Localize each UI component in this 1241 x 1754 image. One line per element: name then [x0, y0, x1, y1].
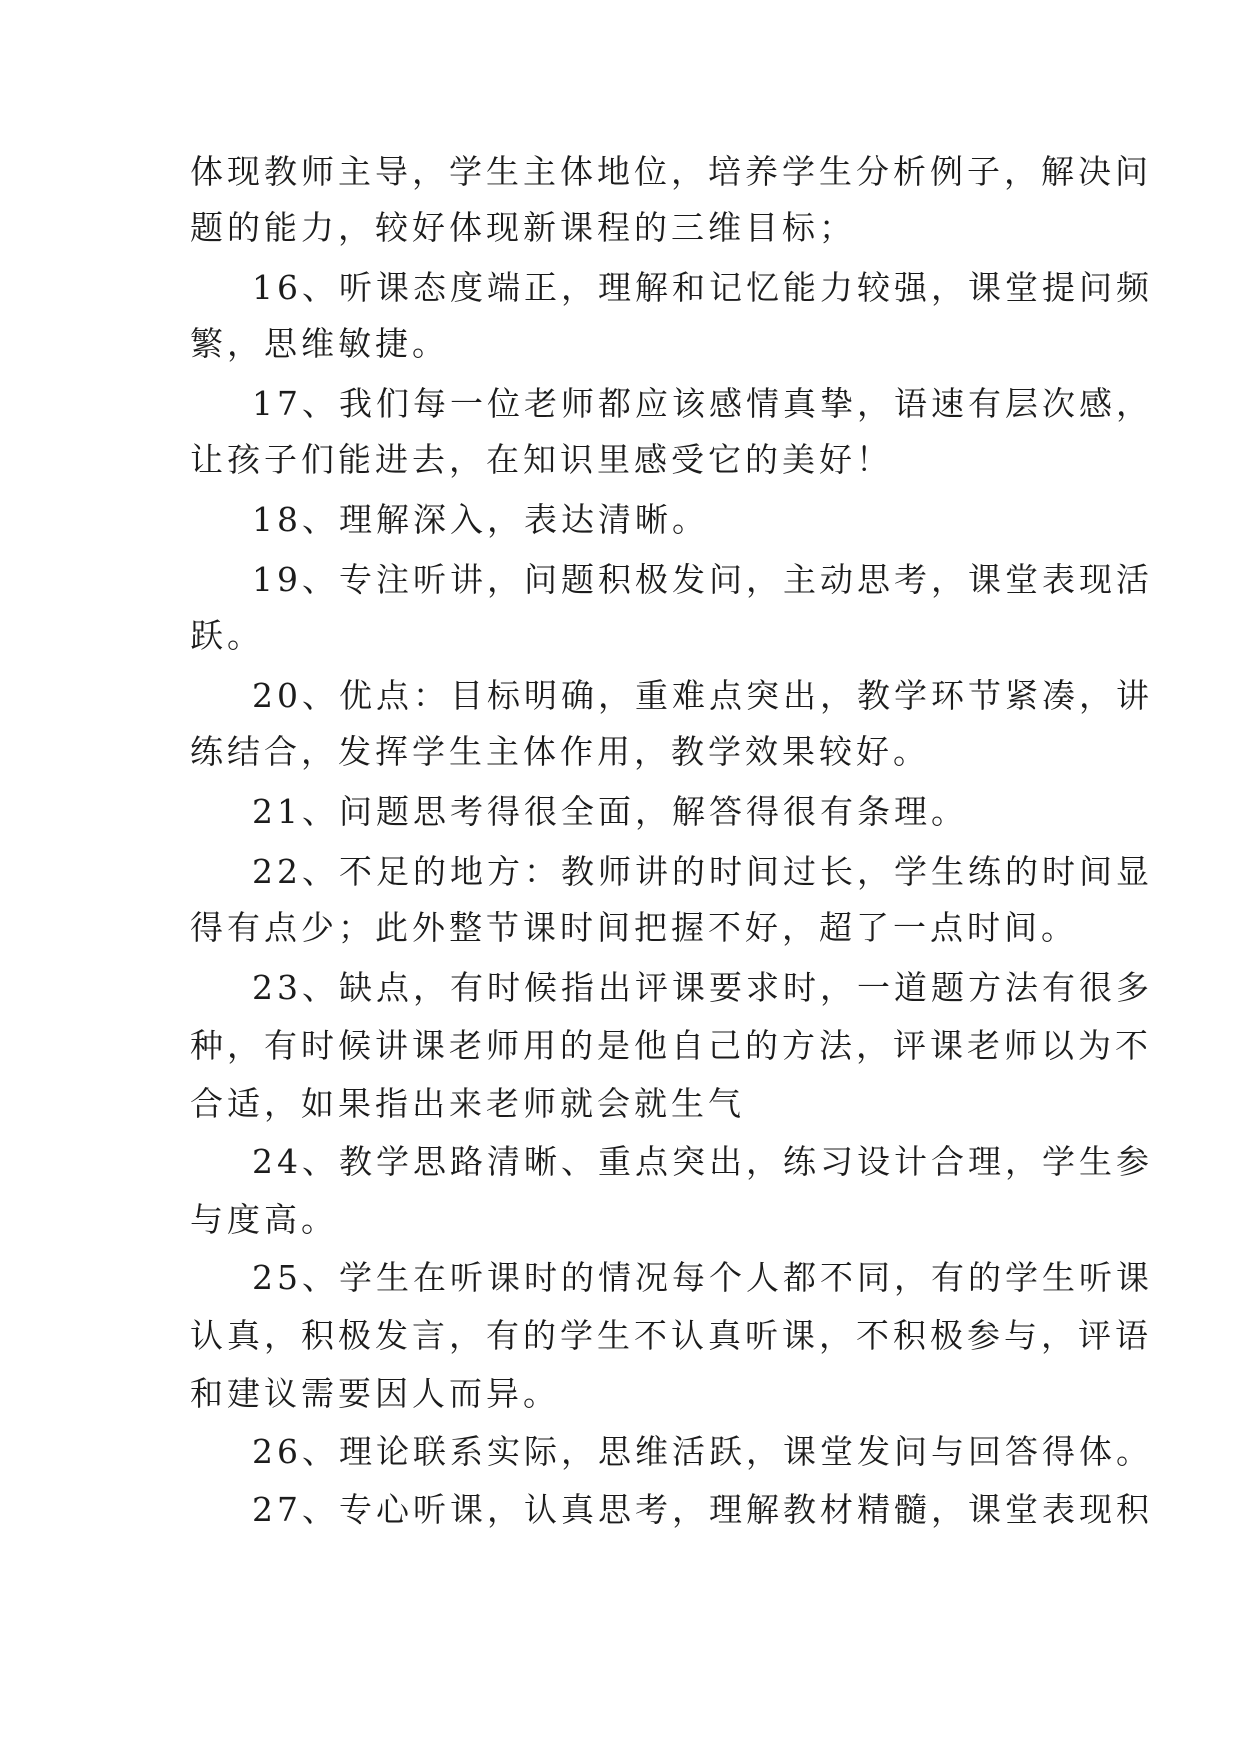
text-line: 题的能力，较好体现新课程的三维目标； [190, 208, 856, 247]
text-line: 跃。 [190, 616, 264, 655]
text-line: 20、优点：目标明确，重难点突出，教学环节紧凑，讲 [252, 676, 1153, 715]
text-line: 25、学生在听课时的情况每个人都不同，有的学生听课 [252, 1258, 1153, 1297]
text-line: 得有点少；此外整节课时间把握不好，超了一点时间。 [190, 908, 1078, 947]
text-line: 合适，如果指出来老师就会就生气 [190, 1084, 745, 1123]
text-line: 认真，积极发言，有的学生不认真听课，不积极参与，评语 [190, 1316, 1152, 1355]
text-line: 繁，思维敏捷。 [190, 324, 449, 363]
text-line: 21、问题思考得很全面，解答得很有条理。 [252, 792, 968, 831]
text-line: 体现教师主导，学生主体地位，培养学生分析例子，解决问 [190, 152, 1152, 191]
text-line: 22、不足的地方：教师讲的时间过长，学生练的时间显 [252, 852, 1153, 891]
text-line: 27、专心听课，认真思考，理解教材精髓，课堂表现积 [252, 1490, 1153, 1529]
text-line: 与度高。 [190, 1200, 338, 1239]
text-line: 和建议需要因人而异。 [190, 1374, 560, 1413]
text-line: 19、专注听讲，问题积极发问，主动思考，课堂表现活 [252, 560, 1153, 599]
text-line: 23、缺点，有时候指出评课要求时，一道题方法有很多 [252, 968, 1153, 1007]
text-line: 16、听课态度端正，理解和记忆能力较强，课堂提问频 [252, 268, 1153, 307]
text-line: 让孩子们能进去，在知识里感受它的美好！ [190, 440, 893, 479]
text-line: 练结合，发挥学生主体作用，教学效果较好。 [190, 732, 930, 771]
text-line: 17、我们每一位老师都应该感情真挚，语速有层次感， [252, 384, 1153, 423]
text-line: 24、教学思路清晰、重点突出，练习设计合理，学生参 [252, 1142, 1153, 1181]
text-line: 26、理论联系实际，思维活跃，课堂发问与回答得体。 [252, 1432, 1153, 1471]
text-line: 18、理解深入，表达清晰。 [252, 500, 709, 539]
text-line: 种，有时候讲课老师用的是他自己的方法，评课老师以为不 [190, 1026, 1152, 1065]
